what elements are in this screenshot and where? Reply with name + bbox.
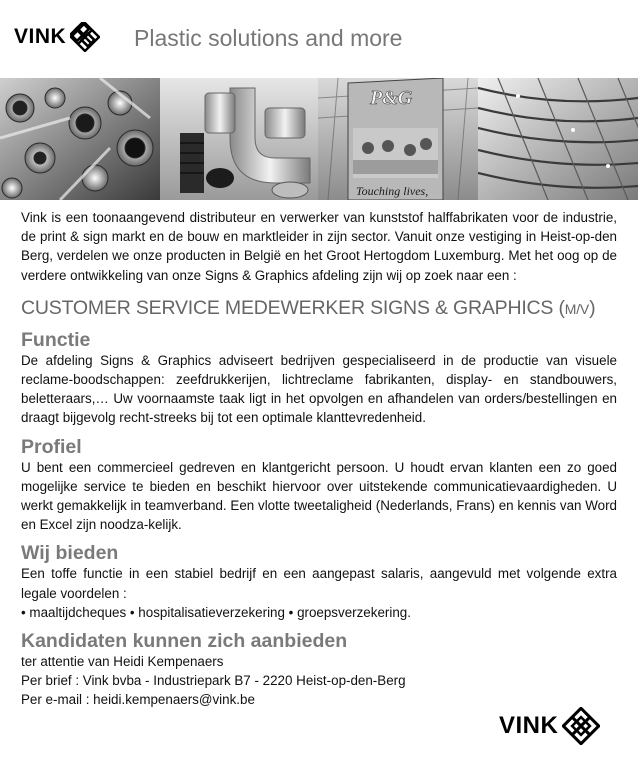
section-functie [21,329,617,428]
section-heading: Wij bieden [21,542,119,565]
section-wij-bieden [21,542,617,622]
section-body: U bent een commercieel gedreven en klantgericht persoon. U houdt ervan klanten een zo goed mogelijke service te bieden en beschikt hiervoor over uitstekende communicatievaardigheden. U werkt gemakkelijk in teamverband. Een vlotte tweetaligheid (Nederlands, Frans) en kennis van Word en Excel zijn noodza-kelijk. [21,459,617,533]
section-heading: Profiel [21,435,82,458]
job-title [21,296,617,321]
job-title-main: CUSTOMER SERVICE MEDEWERKER SIGNS & GRAPHICS ( [21,296,565,319]
header [0,0,638,78]
roof-structure-photo [478,78,638,200]
section-heading: Functie [21,328,91,351]
pg-logo-text: P&G [370,87,413,109]
contact-heading: Kandidaten kunnen zich aanbieden [21,630,348,653]
tubes-photo [0,78,160,200]
pg-building-photo [318,78,478,200]
brand-name: VINK [14,25,67,48]
photo-banner [0,78,638,200]
section-body: Een toffe functie in een stabiel bedrijf en een aangepast salaris, aangevuld met volgende extra legale voordelen : [21,566,617,601]
footer-brand-name: VINK [499,712,559,739]
contact-email: Per e-mail : heidi.kempenaers@vink.be [21,692,255,708]
section-profiel [21,436,617,535]
tagline: Plastic solutions and more [134,25,403,51]
vink-logo-top [14,22,100,52]
pipe-fittings-photo [160,78,318,200]
section-contact [21,630,617,710]
job-title-close: ) [589,296,596,319]
vink-diamond-icon [562,707,600,745]
contact-attention: ter attentie van Heidi Kempenaers [21,654,224,670]
vink-diamond-icon [70,22,100,52]
job-title-gender: M/V [564,300,590,317]
contact-letter: Per brief : Vink bvba - Industriepark B7 - 2220 Heist-op-den-Berg [21,673,406,689]
vink-logo-bottom [499,707,600,745]
intro-paragraph: Vink is een toonaangevend distributeur en verwerker van kunststof halffabrikaten voor de industrie, de print & sign markt en de bouw en marktleider in zijn sector. Vanuit onze vestiging in Heist-op-den Berg, verdelen we onze producten in België en het Groot Hertogdom Luxemburg. Met het oog op de verdere ontwikkeling van onze Signs & Graphics afdeling zijn wij op zoek naar een : [21,210,617,283]
benefits-list: • maaltijdcheques • hospitalisatieverzekering • groepsverzekering. [21,604,411,620]
pg-caption-text: Touching lives, [356,184,429,198]
job-ad-content [21,208,617,718]
section-body: De afdeling Signs & Graphics adviseert bedrijven gespecialiseerd in de productie van visuele reclame-boodschappen: zeefdrukkerijen, lichtreclame fabrikanten, display- en standbouwers, beletteraars,… Uw voornaamste taak ligt in het opvolgen en afhandelen van orders/bestellingen en draagt bijgevolg recht-streeks bij tot een optimale klanttevredenheid. [21,352,617,426]
